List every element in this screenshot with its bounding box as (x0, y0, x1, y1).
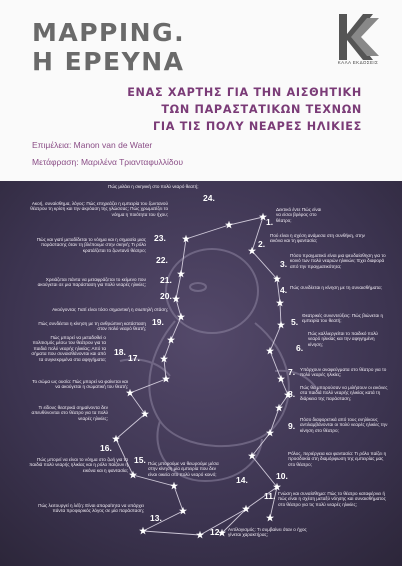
station-text-4: Πώς συνδέεται η κίνηση με τη συναισθήματα; (290, 285, 382, 290)
station-number-7: 7. (288, 367, 296, 377)
subtitle-line-1: ΕΝΑΣ ΧΑΡΤΗΣ ΓΙΑ ΤΗΝ ΑΙΣΘΗΤΙΚΗ (127, 86, 362, 99)
star-icon (160, 355, 168, 363)
station-text-23: Ακοή, συναίσθημα, λόγος: Πώς επηρεάζει η εμπειρία του ζωντανού θέατρου τη κρίση και την ακρόαση της γλώσσας; Πώς χρωματίζει το νόημα η ποιότητα του ήχου; (30, 201, 168, 217)
station-number-3: 3. (280, 259, 288, 269)
star-icon (277, 321, 285, 329)
station-text-22: Πώς και γιατί μεταδίδεται το νόημα και η σημασία μιας παράστασης όταν τη βλέπουμε στην σκηνή; Τι ρόλο κρατά/ζεται το ζωντανό θέατρο; (36, 237, 146, 253)
station-text-16: Τι είδους θεατρικά σημαίνοντα δεν απευθύνονται στο θέατρο για τα πολύ νεαρές ηλικίες; (31, 405, 108, 421)
station-number-22: 22. (156, 255, 168, 265)
star-icon (273, 483, 281, 491)
station-number-14: 14. (236, 475, 248, 485)
station-text-15: Πώς μπορεί να είναι το νόημα στο ζωή για τα παιδιά πολύ νεαρής ηλικίας και η ρόλο παίζουν η εικόνα και η φαντασία; (29, 457, 128, 473)
star-icon (126, 389, 134, 397)
star-icon (276, 299, 284, 307)
station-text-1: Δεκτικό έντε Πώς είναι να είσαι βρέφος στο θέατρο; (276, 207, 322, 223)
station-number-19: 19. (152, 317, 164, 327)
station-text-8: Πώς θα μπορούσαν να μιλήσουν οι εικόνες στα παιδιά πολύ νεαρής ηλικίας κατά τη διάρκεια της παράσταση; (300, 385, 388, 401)
station-number-9: 9. (288, 421, 296, 431)
star-icon (112, 435, 120, 443)
station-number-11: 11. (264, 491, 276, 501)
star-icon (129, 471, 137, 479)
map-top-caption: Πώς μιλάει η σκηνική στο πολύ νεαρό θεατή; (108, 184, 199, 189)
station-number-18: 18. (114, 347, 126, 357)
station-text-19: Πώς συνδέεται η κίνηση με τη ανθρώπινη κατάσταση στον πολύ νεαρό θεατή; (38, 321, 146, 332)
station-number-23: 23. (154, 233, 166, 243)
station-number-8: 8. (288, 389, 296, 399)
star-icon (167, 336, 175, 344)
station-text-12: Αντίλογισμός: Τι συμβαίνει όταν ο ήχος γίνεται χαρακτήρας; (228, 527, 307, 538)
star-icon (225, 221, 233, 229)
subtitle-line-3: ΓΙΑ ΤΙΣ ΠΟΛΥ ΝΕΑΡΕΣ ΗΛΙΚΙΕΣ (153, 120, 362, 133)
subtitle-line-2: ΤΩΝ ΠΑΡΑΣΤΑΤΙΚΩΝ ΤΕΧΝΩΝ (161, 103, 362, 116)
station-number-4: 4. (280, 285, 288, 295)
station-text-7: Υπάρχουν αναφεύγματα στο θέατρο για το πολύ νεαρές ηλικίες; (300, 367, 387, 378)
station-number-21: 21. (160, 275, 172, 285)
station-number-20: 20. (160, 291, 172, 301)
publisher-logo-icon (337, 12, 381, 62)
station-number-15: 15. (134, 455, 146, 465)
star-icon (248, 247, 256, 255)
star-icon (162, 375, 170, 383)
star-icon (196, 531, 204, 539)
station-text-11: Γνώση και συναίσθημα: Πώς το θέατρο καταφέρνει ή πώς είναι η σχέση μεταξύ νόησης και συναισθήματος στο θέατρο για τις πολύ νεαρές ηλικίες; (278, 491, 386, 507)
star-icon (141, 410, 149, 418)
title-line-2: Η ΕΡΕΥΝΑ (32, 47, 185, 76)
station-number-12: 12. (210, 527, 222, 537)
station-text-5: Θεατρικές συνεντεύξεις: Πώς βιώνεται η εμπειρία του θεατή; (302, 313, 384, 324)
publisher-name: ΚΑΛΑ ΕΚΔΟΣΕΙΣ (337, 60, 379, 65)
star-icon (139, 527, 147, 535)
star-icon (266, 347, 274, 355)
station-number-17: 17. (128, 353, 140, 363)
station-number-1: 1. (266, 217, 274, 227)
station-text-14: Πώς μπορούμε να θεωρούμε μέσα στην κίνηση μία εμπειρία που δεν είναι οικεία στο πολύ νεαρό κοινό; (148, 461, 219, 477)
station-number-24: 24. (203, 193, 215, 203)
station-text-9: Πόσο διαφορετικά από τους ενηλίκους αντιλαμβάνονται οι πολύ νεαρές ηλικίες την κίνηση στο θέατρο; (300, 417, 388, 433)
star-icon (275, 404, 283, 412)
star-icon (172, 295, 180, 303)
constellation-map (0, 181, 402, 566)
star-icon (266, 514, 274, 522)
star-icon (242, 505, 250, 513)
star-icon (177, 313, 185, 321)
star-icon (179, 507, 187, 515)
star-icon (177, 270, 185, 278)
subtitle (32, 84, 362, 135)
star-icon (248, 452, 256, 460)
station-text-18: Πώς μπορεί να μεταδοθεί ο πολιτισμός μέσω του θεάτρου για τα παιδιά πολύ νεαρής ηλικίας; Από τα σήματα που συναισθάνονται και από τα συγκεκριμένα στα αφηγήματα; (31, 335, 106, 362)
station-text-10: Ρόλος, περιέργεια και φαντασία: Τι ρόλο παίζει η προσδοκία στη διαμόρφωση της εμπειρίας μας στο θέατρο; (288, 451, 387, 467)
station-text-20: Ακούγονται; Γιατί είναι τόσο σημαντική η σιωπηλή στάση; (52, 307, 168, 312)
star-icon (170, 482, 178, 490)
station-number-2: 2. (258, 239, 266, 249)
station-text-13: Πώς λειτουργεί η λέξη: Είναι απαραίτητα να υπάρχει πάντα προφορικός λόγος σε μία παράσταση; (38, 503, 144, 514)
station-text-17: Το σώμα ως ουσία: Πώς μπορεί να φαίνεται και να ακούγεται η σωματική του θεατή; (32, 379, 128, 390)
star-icon (277, 375, 285, 383)
editor-credit: Επιμέλεια: Manon van de Water (32, 140, 153, 150)
station-text-2: Πού είναι η σχέση ανάμεσα στη συνθήκη, στην εικόνα και τη φαντασία; (270, 233, 365, 244)
station-number-16: 16. (100, 443, 112, 453)
title-line-1: MAPPING. (32, 18, 186, 47)
station-text-21: Χρειάζεται πάντα να μεταφράζεται το κείμενο που ακούγεται σε μια παράσταση για πολύ νεαρές ηλικίες; (37, 277, 146, 288)
station-text-6: Πώς καλλιεργείται το παιδικό πολύ νεαρό ηλικίας και την αφηγημένη κίνηση; (308, 331, 378, 347)
star-icon (182, 235, 190, 243)
translator-credit: Μετάφραση: Μαριλένα Τριανταφυλλίδου (32, 157, 183, 167)
station-number-5: 5. (291, 317, 299, 327)
star-icon (273, 275, 281, 283)
station-number-6: 6. (296, 343, 304, 353)
star-icon (266, 429, 274, 437)
station-text-3: Πόσο πραγματικό είναι μια ψευδαίσθηση για το κοινό των πολύ νεαρών ηλικιών; Έχει διαφορά από την πραγματικότητα; (290, 253, 386, 269)
station-number-13: 13. (150, 513, 162, 523)
station-number-10: 10. (276, 471, 288, 481)
